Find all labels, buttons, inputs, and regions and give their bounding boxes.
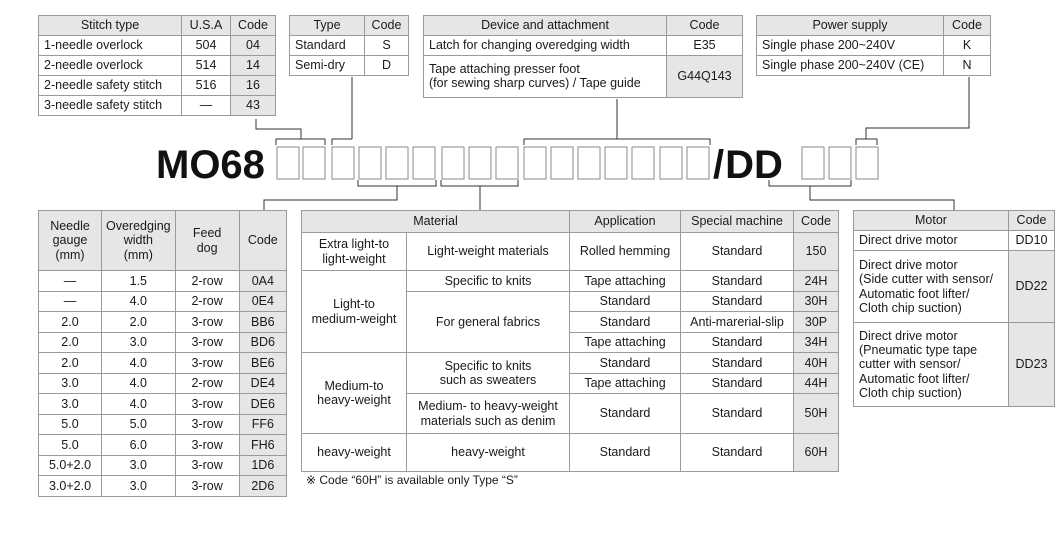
code-cell: DD23 (1009, 323, 1055, 407)
code-cell: 30P (794, 312, 839, 333)
code-cell: 14 (231, 56, 276, 76)
application-cell: For general fabrics (407, 291, 570, 353)
material-table (301, 210, 839, 472)
power-supply-table (756, 15, 991, 76)
feed-cell: 3-row (175, 394, 239, 415)
model-separator: / (713, 143, 725, 187)
code-box (687, 147, 709, 179)
code-cell: DE4 (239, 373, 286, 394)
use-cell: Rolled hemming (570, 233, 681, 271)
needle-gauge-table (38, 210, 287, 497)
width-cell: 4.0 (102, 291, 176, 312)
code-cell: 30H (794, 291, 839, 312)
table-row (757, 56, 991, 76)
header-code: Code (239, 211, 286, 271)
header-code: Code (231, 16, 276, 36)
feed-cell: 3-row (175, 455, 239, 476)
use-cell: Standard (570, 434, 681, 472)
feed-cell: 2-row (175, 291, 239, 312)
usa-cell: 504 (182, 36, 231, 56)
motor-cell: Direct drive motor (Side cutter with sensor/ Automatic foot lifter/ Cloth chip suction) (854, 251, 1009, 323)
gauge-cell: 2.0 (39, 332, 102, 353)
feed-cell: 2-row (175, 271, 239, 292)
material-group-cell: Light-to medium-weight (302, 271, 407, 353)
code-cell: 40H (794, 353, 839, 374)
table-row (39, 476, 287, 497)
header-overedging-width: Overedging width (mm) (102, 211, 176, 271)
code-cell: 1D6 (239, 455, 286, 476)
stitch-type-cell: 1-needle overlock (39, 36, 182, 56)
use-cell: Tape attaching (570, 332, 681, 353)
device-attachment-table (423, 15, 743, 98)
application-cell: Specific to knits (407, 271, 570, 292)
application-cell: Specific to knits such as sweaters (407, 353, 570, 394)
code-box (413, 147, 435, 179)
code-box (660, 147, 682, 179)
code-cell: 24H (794, 271, 839, 292)
code-box (605, 147, 627, 179)
code-cell: N (944, 56, 991, 76)
code-box (496, 147, 518, 179)
special-cell: Standard (681, 373, 794, 394)
header-power: Power supply (757, 16, 944, 36)
use-cell: Standard (570, 291, 681, 312)
header-code: Code (944, 16, 991, 36)
gauge-cell: — (39, 271, 102, 292)
code-cell: 04 (231, 36, 276, 56)
header-code: Code (667, 16, 743, 36)
code-cell: 34H (794, 332, 839, 353)
header-device: Device and attachment (424, 16, 667, 36)
code-cell: DD10 (1009, 231, 1055, 251)
table-row (39, 271, 287, 292)
feed-cell: 3-row (175, 332, 239, 353)
feed-cell: 3-row (175, 312, 239, 333)
feed-cell: 3-row (175, 476, 239, 497)
power-cell: Single phase 200~240V (757, 36, 944, 56)
type-cell: Semi-dry (290, 56, 365, 76)
table-row (39, 455, 287, 476)
width-cell: 5.0 (102, 414, 176, 435)
table-row (39, 291, 287, 312)
gauge-cell: 5.0 (39, 435, 102, 456)
table-row (39, 36, 276, 56)
table-row (302, 353, 839, 374)
header-feed-dog: Feed dog (175, 211, 239, 271)
code-cell: FF6 (239, 414, 286, 435)
code-box (551, 147, 573, 179)
code-cell: 43 (231, 96, 276, 116)
header-special-machine: Special machine (681, 211, 794, 233)
table-row (302, 271, 839, 292)
code-box (332, 147, 354, 179)
use-cell: Tape attaching (570, 271, 681, 292)
code-box (386, 147, 408, 179)
stitch-type-table (38, 15, 276, 116)
use-cell: Standard (570, 312, 681, 333)
feed-cell: 2-row (175, 373, 239, 394)
table-row (424, 36, 743, 56)
code-cell: BE6 (239, 353, 286, 374)
gauge-cell: 5.0+2.0 (39, 455, 102, 476)
special-cell: Standard (681, 291, 794, 312)
code-cell: BB6 (239, 312, 286, 333)
code-cell: G44Q143 (667, 56, 743, 98)
code-box (303, 147, 325, 179)
width-cell: 4.0 (102, 353, 176, 374)
code-cell: 2D6 (239, 476, 286, 497)
special-cell: Standard (681, 353, 794, 374)
code-cell: K (944, 36, 991, 56)
table-row (290, 36, 409, 56)
feed-cell: 3-row (175, 414, 239, 435)
special-cell: Standard (681, 271, 794, 292)
gauge-cell: 2.0 (39, 312, 102, 333)
code-cell: S (365, 36, 409, 56)
table-row (39, 332, 287, 353)
application-cell: Medium- to heavy-weight materials such as denim (407, 394, 570, 434)
special-cell: Anti-marerial-slip (681, 312, 794, 333)
code-cell: FH6 (239, 435, 286, 456)
width-cell: 6.0 (102, 435, 176, 456)
code-cell: 44H (794, 373, 839, 394)
table-row (39, 312, 287, 333)
table-row (290, 56, 409, 76)
special-cell: Standard (681, 332, 794, 353)
code-cell: 0A4 (239, 271, 286, 292)
gauge-cell: 5.0 (39, 414, 102, 435)
table-row (39, 56, 276, 76)
table-row (39, 414, 287, 435)
code-box (524, 147, 546, 179)
table-row (302, 434, 839, 472)
gauge-cell: 2.0 (39, 353, 102, 374)
gauge-cell: 3.0 (39, 373, 102, 394)
application-cell: Light-weight materials (407, 233, 570, 271)
table-row (302, 233, 839, 271)
model-prefix: MO68 (156, 143, 265, 187)
special-cell: Standard (681, 394, 794, 434)
gauge-cell: 3.0 (39, 394, 102, 415)
device-cell: Latch for changing overedging width (424, 36, 667, 56)
usa-cell: 516 (182, 76, 231, 96)
device-cell: Tape attaching presser foot (for sewing sharp curves) / Tape guide (424, 56, 667, 98)
width-cell: 3.0 (102, 332, 176, 353)
table-row (39, 435, 287, 456)
material-group-cell: heavy-weight (302, 434, 407, 472)
gauge-cell: — (39, 291, 102, 312)
special-cell: Standard (681, 233, 794, 271)
use-cell: Standard (570, 353, 681, 374)
width-cell: 4.0 (102, 373, 176, 394)
width-cell: 4.0 (102, 394, 176, 415)
application-cell: heavy-weight (407, 434, 570, 472)
stitch-type-cell: 3-needle safety stitch (39, 96, 182, 116)
motor-table (853, 210, 1055, 407)
code-cell: D (365, 56, 409, 76)
header-code: Code (794, 211, 839, 233)
header-code: Code (1009, 211, 1055, 231)
table-row (39, 394, 287, 415)
code-cell: 50H (794, 394, 839, 434)
special-cell: Standard (681, 434, 794, 472)
usa-cell: — (182, 96, 231, 116)
header-usa: U.S.A (182, 16, 231, 36)
type-table (289, 15, 409, 76)
code-cell: 60H (794, 434, 839, 472)
width-cell: 1.5 (102, 271, 176, 292)
type-cell: Standard (290, 36, 365, 56)
code-cell: 150 (794, 233, 839, 271)
motor-cell: Direct drive motor (Pneumatic type tape cutter with sensor/ Automatic foot lifter/ Cloth chip suction) (854, 323, 1009, 407)
code-box (802, 147, 824, 179)
code-box (469, 147, 491, 179)
header-material: Material (302, 211, 570, 233)
table-row (424, 56, 743, 98)
use-cell: Tape attaching (570, 373, 681, 394)
width-cell: 2.0 (102, 312, 176, 333)
footnote: ※ Code “60H” is available only Type “S” (306, 473, 518, 487)
feed-cell: 3-row (175, 435, 239, 456)
gauge-cell: 3.0+2.0 (39, 476, 102, 497)
header-code: Code (365, 16, 409, 36)
use-cell: Standard (570, 394, 681, 434)
code-box (632, 147, 654, 179)
header-motor: Motor (854, 211, 1009, 231)
code-box (578, 147, 600, 179)
table-row (39, 373, 287, 394)
code-box (359, 147, 381, 179)
code-box (277, 147, 299, 179)
table-row (39, 96, 276, 116)
code-cell: E35 (667, 36, 743, 56)
stitch-type-cell: 2-needle overlock (39, 56, 182, 76)
material-group-cell: Medium-to heavy-weight (302, 353, 407, 434)
motor-cell: Direct drive motor (854, 231, 1009, 251)
header-application: Application (570, 211, 681, 233)
code-box (856, 147, 878, 179)
table-row (39, 76, 276, 96)
width-cell: 3.0 (102, 455, 176, 476)
table-row (39, 353, 287, 374)
code-cell: DE6 (239, 394, 286, 415)
width-cell: 3.0 (102, 476, 176, 497)
code-cell: 0E4 (239, 291, 286, 312)
table-row (854, 323, 1055, 407)
feed-cell: 3-row (175, 353, 239, 374)
usa-cell: 514 (182, 56, 231, 76)
table-row (757, 36, 991, 56)
model-suffix: DD (725, 143, 783, 187)
header-needle-gauge: Needle gauge (mm) (39, 211, 102, 271)
code-box (442, 147, 464, 179)
table-row (854, 251, 1055, 323)
code-cell: DD22 (1009, 251, 1055, 323)
material-group-cell: Extra light-to light-weight (302, 233, 407, 271)
header-type: Type (290, 16, 365, 36)
table-row (854, 231, 1055, 251)
power-cell: Single phase 200~240V (CE) (757, 56, 944, 76)
code-box (829, 147, 851, 179)
code-cell: 16 (231, 76, 276, 96)
stitch-type-cell: 2-needle safety stitch (39, 76, 182, 96)
code-cell: BD6 (239, 332, 286, 353)
header-stitch-type: Stitch type (39, 16, 182, 36)
